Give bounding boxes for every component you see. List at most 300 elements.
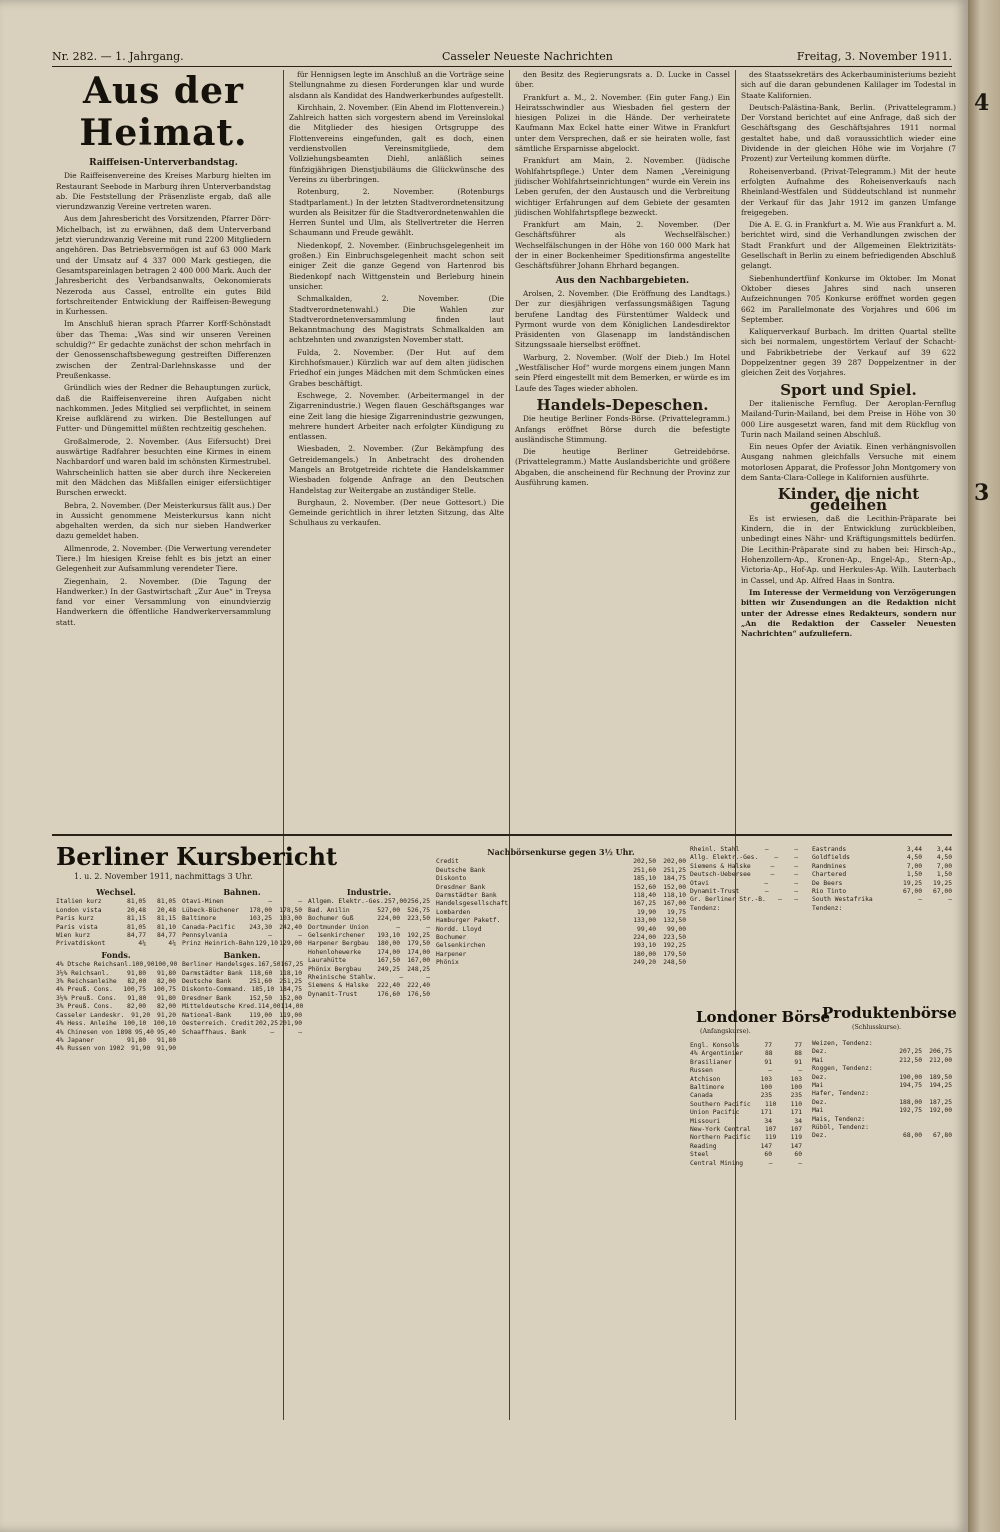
- table-produkten: [812, 1040, 952, 1410]
- table-row: [690, 871, 798, 879]
- row-value-1: —: [764, 888, 769, 896]
- row-label: Deutsche Bank: [182, 978, 232, 986]
- article-paragraph: Der italienische Fernflug. Der Aeroplan-Fernflug Mailand-Turin-Mailand, bei dem Preise in Höhe von 30 000 Lire ausgesetzt waren, fand mit dem Rückflug von Turin nach Mailand seinen Abschluß.: [741, 398, 956, 439]
- row-value-2: 129,00: [279, 940, 302, 948]
- row-value-2: 82,00: [157, 1003, 176, 1011]
- row-value-2: 235: [790, 1092, 802, 1100]
- table-row: [436, 909, 686, 917]
- row-label: Paris vista: [56, 923, 98, 931]
- row-value-2: 184,75: [279, 986, 302, 994]
- table-industrie: [308, 886, 430, 1406]
- row-value-1: 82,00: [127, 1003, 146, 1011]
- row-label: New-York Central: [690, 1126, 751, 1134]
- row-label: Dresdner Bank: [436, 883, 486, 891]
- table-row: [308, 949, 430, 957]
- row-value-1: 84,77: [127, 932, 146, 940]
- row-value-1: 167,50: [257, 961, 281, 969]
- notice-paragraph: Im Interesse der Vermeidung von Verzögerungen bitten wir Zusendungen an die Redaktion nicht unter der Adresse eines Redakteurs, sondern nur „An die Redaktion der Casseler Neuesten Nachrichten“ aufzuliefern.: [741, 587, 956, 639]
- article-paragraph: Gründlich wies der Redner die Behauptungen zurück, daß die Raiffeisenvereine ihren Aufgaben nicht nachkommen. Jedes Mitglied sei verpflichtet, in seinem Kreise aufklärend zu wirken. Die Bestellungen auf Futter- und Düngemittel müßten rechtzeitig geschehen.: [56, 383, 271, 434]
- row-value-1: 91,80: [127, 1036, 146, 1044]
- row-value-2: 81,10: [157, 923, 176, 931]
- row-value-1: 103,25: [249, 915, 272, 923]
- row-value-1: 180,00: [633, 950, 656, 958]
- table-heading: Bahnen.: [223, 887, 261, 897]
- row-value-1: 176,60: [377, 990, 400, 998]
- table-row: [182, 978, 302, 986]
- table-row: [56, 1003, 176, 1011]
- row-label: Tendenz:: [690, 904, 721, 912]
- table-row: [182, 1003, 302, 1011]
- table-row: [182, 898, 302, 906]
- row-label: 4% Chinesen von 1898: [56, 1028, 132, 1036]
- article-paragraph: Arolsen, 2. November. (Die Eröffnung des Landtags.) Der zur diesjährigen verfassungsmäßigen Tagung berufene Landtag des Fürstentümer Waldeck und Pyrmont wurde von dem Königlichen Landesdirektor Präsidenten von Glasenapp im landständischen Sitzungssaale hierselbst eröffnet.: [515, 288, 730, 350]
- table-row: [690, 863, 798, 871]
- row-value-2: 187,25: [929, 1098, 952, 1106]
- row-value-2: 100: [790, 1084, 802, 1092]
- page-header: [52, 48, 952, 67]
- row-value-1: 60: [764, 1151, 772, 1159]
- table-row: [690, 854, 798, 862]
- row-label: Dresdner Bank: [182, 994, 232, 1002]
- row-value-1: —: [770, 871, 775, 879]
- row-label: Goldfields: [812, 854, 850, 862]
- row-value-2: 91,80: [157, 994, 176, 1002]
- row-value-1: —: [268, 898, 272, 906]
- column-1: [56, 70, 271, 830]
- row-value-2: 192,25: [663, 942, 686, 950]
- table-row: [436, 926, 686, 934]
- row-value-1: —: [764, 846, 769, 853]
- article-heading: Raiffeisen-Unterverbandstag.: [89, 158, 238, 168]
- row-value-1: 7,00: [906, 862, 922, 870]
- row-label: Canada-Pacific: [182, 923, 236, 931]
- row-label: South Westafrika: [812, 896, 873, 904]
- row-label: Harpener Bergbau: [308, 940, 369, 948]
- row-value-1: —: [270, 1028, 275, 1036]
- table-row: [812, 1048, 952, 1056]
- newspaper-name: Casseler Neueste Nachrichten: [442, 50, 613, 63]
- row-label: Gelsenkirchener: [308, 932, 365, 940]
- row-label: Union Pacific: [690, 1109, 740, 1117]
- row-value-2: —: [798, 1067, 802, 1075]
- row-label: Dez.: [812, 1132, 828, 1140]
- row-label: Diskonto-Command.: [182, 986, 247, 994]
- row-value-2: —: [948, 896, 952, 904]
- article-paragraph: Frankfurt am Main, 2. November. (Jüdische Wohlfahrtspflege.) Unter dem Namen „Vereinigung jüdischer Wohlfahrtseinrichtungen“ wurde ein Verein ins Leben gerufen, der den Austausch und die Verbreitung wichtiger Erfahrungen auf dem Gebiete der gesamten jüdischen Wohlfahrtspflege bezweckt.: [515, 156, 730, 217]
- row-value-1: 91,90: [131, 1045, 151, 1053]
- row-value-2: 167,00: [407, 957, 430, 965]
- row-value-2: 526,75: [407, 906, 430, 914]
- table-row: [690, 1050, 802, 1058]
- table-row: [182, 1029, 302, 1037]
- article-paragraph: Burghaun, 2. November. (Der neue Gottesort.) Die Gemeinde gerichtlich in ihrer letzten Sitzung, das Alte Schulhaus zu verkaufen.: [289, 497, 504, 528]
- row-value-2: 189,50: [929, 1073, 952, 1081]
- london-subtitle: (Anfangskurse).: [700, 1028, 751, 1035]
- row-label: Laurahütte: [308, 957, 346, 965]
- row-label: Phönix Bergbau: [308, 965, 362, 973]
- article-paragraph: Die heutige Berliner Fonds-Börse. (Privattelegramm.) Anfangs eröffnet Börse durch die befestigte ausländische Stimmung.: [515, 414, 730, 444]
- row-label: Dez.: [812, 1048, 828, 1056]
- row-label: Handelsgesellschaft: [436, 900, 509, 908]
- row-value-2: 19,75: [667, 908, 686, 916]
- row-value-2: 251,25: [663, 866, 686, 874]
- row-value-2: 248,25: [407, 965, 430, 973]
- table-row: [56, 915, 176, 923]
- article-paragraph: Rotenburg, 2. November. (Rotenburgs Stadtparlament.) In der letzten Stadtverordnetensitzung wurden als Beisitzer für die Stadtverordnetenwahlen die Herren Suntel und Ulm, als Stellvertreter die Herren Schaumann und Freude gewählt.: [289, 187, 504, 238]
- row-label: Mais, Tendenz:: [812, 1115, 866, 1123]
- row-label: Otavi: [690, 879, 709, 887]
- table-row: [182, 924, 302, 932]
- table-row: [812, 1099, 952, 1107]
- table-row: [812, 1116, 952, 1124]
- row-value-1: 235: [760, 1092, 772, 1100]
- table-wechsel-fonds: [56, 886, 176, 1406]
- horizontal-rule: [52, 834, 952, 836]
- article-paragraph: Kaliquerverkauf Burbach. Im dritten Quartal stellte sich bei normalem, ungestörtem Verlauf der Schacht- und Fabrikbetriebe der Verkauf auf 39 622 Doppelzentner gegen 39 287 Doppelzentner in der gleichen Zeit des Vorjahres.: [741, 327, 956, 378]
- table-row: [308, 957, 430, 965]
- table-row: [690, 1143, 802, 1151]
- row-value-2: 223,50: [663, 934, 686, 942]
- table-heading: Nachbörsenkurse gegen 3½ Uhr.: [487, 847, 635, 857]
- row-value-2: [922, 1065, 952, 1073]
- row-value-1: 202,25: [255, 1020, 279, 1028]
- article-paragraph: Deutsch-Palästina-Bank, Berlin. (Privattelegramm.) Der Vorstand berichtet auf eine Anfrage, daß sich der Geschäftsgang des Geschäftsjahres 1911 normal gestaltet habe, und daß voraussichtlich wieder eine Dividende in der gleichen Höhe wie im Vorjahre (7 Prozent) zur Verteilung kommen dürfte.: [741, 102, 956, 164]
- table-row: [56, 995, 176, 1003]
- table-row: [436, 951, 686, 959]
- row-label: Schaaffhaus. Bank: [182, 1028, 247, 1036]
- row-value-2: 84,77: [157, 932, 176, 940]
- row-value-2: 7,00: [936, 862, 952, 870]
- article-paragraph: für Hennigsen legte im Anschluß an die Vorträge seine Stellungnahme zu diesen Forderungen klar und wurde alsdann als Kandidat des Handwerkerbundes aufgestellt.: [289, 70, 504, 100]
- row-label: Hamburger Paketf.: [436, 917, 501, 925]
- produkten-title: Produktenbörse: [822, 1004, 957, 1022]
- adjacent-page-edge: [968, 0, 1000, 1532]
- row-value-1: [892, 1040, 922, 1048]
- article-paragraph: Aus dem Jahresbericht des Vorsitzenden, Pfarrer Dörr-Michelbach, ist zu erwähnen, daß dem Unterverband jetzt vierundzwanzig Vereine mit rund 2200 Mitgliedern angehören. Das Betriebsvermögen ist auf 63 000 Mark und der Umsatz auf 4 337 000 Mark gestiegen, die Gesamtspareinlagen betragen 2 400 000 Mark. Auch der Jahresbericht des Verbandsanwalts, Oekonomierats Nezeroda aus Cassel, entrollte ein gutes Bild fortschreitender Entwicklung der Raiffeisen-Bewegung in Kurhessen.: [56, 214, 271, 317]
- article-paragraph: Ein neues Opfer der Aviatik. Einen verhängnisvollen Ausgang nahmen gleichfalls Versuche mit einem motorlosen Apparat, die Professor John Montgomery von dem Santa-Clara-College in Kalifornien ausführte.: [741, 442, 956, 482]
- row-label: Bochumer: [436, 934, 467, 942]
- article-paragraph: Schmalkalden, 2. November. (Die Stadtverordnetenwahl.) Die Wahlen zur Stadtverordnetenversammlung finden laut Bekanntmachung des Magistrats Schmalkalden am achtzehnten und zwanzigsten November statt.: [289, 294, 504, 345]
- row-value-1: [892, 1090, 922, 1098]
- row-value-2: 256,25: [407, 898, 430, 906]
- row-value-2: —: [298, 1028, 302, 1036]
- table-row: [56, 1045, 176, 1053]
- row-value-1: 147: [760, 1142, 772, 1150]
- row-value-2: 206,75: [929, 1048, 952, 1056]
- row-value-2: 4¼: [168, 940, 176, 948]
- row-value-1: 81,05: [127, 923, 146, 931]
- table-row: [56, 898, 176, 906]
- row-label: Harpener: [436, 950, 467, 958]
- row-label: Steel: [690, 1151, 709, 1159]
- row-label: Siemens & Halske: [308, 982, 369, 990]
- row-value-2: 81,15: [157, 915, 176, 923]
- row-value-1: 192,75: [899, 1107, 922, 1115]
- article-paragraph: Die heutige Berliner Getreidebörse. (Privattelegramm.) Matte Auslandsberichte und größere Abgaben, die anscheinend für Rechnung der Provinz zur Ausführung kamen.: [515, 447, 730, 487]
- table-row: [436, 942, 686, 950]
- table-row: [182, 940, 302, 948]
- row-label: Siemens & Halske: [690, 862, 751, 870]
- table-row: [436, 917, 686, 925]
- row-value-1: 100,90: [131, 961, 155, 969]
- row-label: Allg. Elektr.-Ges.: [690, 854, 759, 862]
- table-row: [690, 888, 798, 896]
- row-value-1: 68,00: [903, 1132, 922, 1140]
- table-heading: Fonds.: [101, 949, 131, 960]
- row-value-1: [738, 905, 768, 913]
- row-label: 4% Russen von 1902: [56, 1045, 125, 1053]
- row-value-1: 91: [764, 1058, 772, 1066]
- row-value-2: 147: [790, 1142, 802, 1150]
- row-value-1: —: [399, 974, 404, 982]
- row-label: Rio Tinto: [812, 888, 847, 896]
- row-label: Northern Pacific: [690, 1134, 751, 1142]
- table-row: [812, 1040, 952, 1048]
- column-4: [741, 70, 956, 830]
- row-value-2: 178,50: [279, 906, 302, 914]
- table-row: [56, 1037, 176, 1045]
- row-label: 3½% Preuß. Cons.: [56, 994, 117, 1002]
- row-value-2: 103,00: [279, 915, 302, 923]
- article-paragraph: Die A. E. G. in Frankfurt a. M. Wie aus Frankfurt a. M. berichtet wird, sind die Verhandlungen zwischen der Stadt Frankfurt und der Allgemeinen Elektrizitäts-Gesellschaft in Berlin zu einem befriedigenden Abschluß gelangt.: [741, 220, 956, 271]
- table-row: [436, 875, 686, 883]
- section-heading-nachbargebiete: Aus den Nachbargebieten.: [555, 275, 690, 286]
- row-value-1: 224,00: [633, 934, 656, 942]
- row-value-2: 201,90: [279, 1020, 302, 1028]
- row-value-1: 118,60: [249, 969, 273, 977]
- row-value-1: 114,00: [257, 1003, 281, 1011]
- row-value-1: 119: [764, 1134, 777, 1142]
- article-paragraph: Ziegenhain, 2. November. (Die Tagung der Handwerker.) In der Gastwirtschaft „Zur Aue“ in Treysa fand vor einer Versammlung von einundvierzig Handwerkern die öffentliche Handwerkerversammlung statt.: [56, 576, 271, 627]
- row-value-1: 251,60: [633, 866, 656, 874]
- table-row: [812, 1057, 952, 1065]
- row-value-1: [892, 1116, 922, 1124]
- row-label: Baltimore: [182, 915, 217, 923]
- produkten-subtitle: (Schlusskurse).: [852, 1024, 902, 1031]
- row-value-1: 19,90: [637, 908, 656, 916]
- row-label: Hafer, Tendenz:: [812, 1090, 869, 1098]
- table-row: [56, 970, 176, 978]
- table-row: [690, 1151, 802, 1159]
- table-bahnen-banken: [182, 886, 302, 1406]
- table-row: [690, 1109, 802, 1117]
- row-label: Darmstädter Bank: [436, 892, 497, 900]
- row-value-2: 118,10: [663, 892, 686, 900]
- issue-date: Freitag, 3. November 1911.: [796, 50, 952, 63]
- row-label: Dortmunder Union: [308, 923, 369, 931]
- row-label: Privatdiskont: [56, 940, 106, 948]
- row-value-1: 174,00: [377, 948, 400, 956]
- table-row: [308, 940, 430, 948]
- edge-glyph: 4: [974, 90, 990, 116]
- row-value-2: [922, 1040, 952, 1048]
- row-label: Bochumer Guß: [308, 915, 354, 923]
- row-value-2: 110: [790, 1100, 802, 1108]
- row-value-2: —: [794, 854, 798, 862]
- table-row: [308, 991, 430, 999]
- table-row: [812, 1124, 952, 1132]
- row-value-2: 34: [794, 1117, 802, 1125]
- row-value-2: 91,80: [157, 969, 176, 977]
- article-paragraph: Kirchhain, 2. November. (Ein Abend im Flottenverein.) Zahlreich hatten sich vorgestern abend im Vereinslokal die Mitglieder des hiesigen Ortsgruppe des Flottenvereins eingefunden, galt es doch, einen verdienstvollen Vereinsmitgliede, dem Vollziehungsbeamten Diehl, anläßlich seines fünfzigjährigen Dienstjubiläums die Glückwünsche des Vereins zu überbringen.: [289, 102, 504, 184]
- row-label: Mitteldeutsche Kred.: [182, 1003, 258, 1011]
- table-row: [690, 1059, 802, 1067]
- row-label: Paris kurz: [56, 915, 94, 923]
- row-value-1: 103: [760, 1075, 772, 1083]
- row-value-2: 202,00: [663, 858, 686, 866]
- row-value-1: 118,40: [633, 892, 656, 900]
- row-value-1: 34: [764, 1117, 772, 1125]
- table-row: [812, 888, 952, 896]
- table-heading: Industrie.: [346, 887, 392, 897]
- row-value-2: [922, 1116, 952, 1124]
- row-value-2: 91: [794, 1058, 802, 1066]
- row-value-1: 67,00: [903, 888, 922, 896]
- table-row: [436, 858, 686, 866]
- row-value-2: 167,00: [663, 900, 686, 908]
- row-value-2: 179,50: [663, 950, 686, 958]
- row-label: Hohenlohewerke: [308, 948, 362, 956]
- row-value-1: 20,48: [127, 906, 146, 914]
- london-title: Londoner Börse: [696, 1008, 831, 1026]
- row-label: Brasilianer: [690, 1058, 732, 1066]
- table-row: [56, 961, 176, 969]
- row-label: Credit: [436, 858, 459, 866]
- row-value-2: 4,50: [936, 854, 952, 862]
- row-label: 4% Hess. Anleihe: [56, 1020, 117, 1028]
- table-heading: Banken.: [223, 949, 261, 960]
- row-value-1: 91,80: [127, 994, 147, 1002]
- section-heading-sport: Sport und Spiel.: [780, 380, 917, 399]
- row-value-2: 192,25: [407, 932, 430, 940]
- advert-heading-kinder: Kinder, die nicht gedeihen: [777, 485, 920, 514]
- table-row: [690, 1134, 802, 1142]
- table-row: [56, 986, 176, 994]
- row-value-1: —: [396, 923, 400, 931]
- row-value-1: 100,75: [123, 986, 146, 994]
- table-row: [436, 884, 686, 892]
- row-value-2: 171: [790, 1109, 802, 1117]
- row-label: Canada: [690, 1092, 713, 1100]
- table-row: [182, 970, 302, 978]
- article-paragraph: Siebenhundertfünf Konkurse im Oktober. Im Monat Oktober dieses Jahres sind nach unseren Aufzeichnungen 705 Konkurse eröffnet worden gegen 662 im Parallelmonate des Vorjahres und 606 im September.: [741, 273, 956, 324]
- row-label: Dez.: [812, 1098, 828, 1106]
- row-value-2: 1,50: [936, 871, 952, 879]
- row-label: 3% Preuß. Cons.: [56, 1003, 113, 1011]
- row-value-1: 194,75: [899, 1082, 922, 1090]
- row-value-1: —: [770, 862, 775, 870]
- table-row: [812, 1082, 952, 1090]
- row-value-2: 3,44: [936, 846, 952, 853]
- row-value-2: [768, 905, 798, 913]
- row-value-1: 4,50: [906, 854, 922, 862]
- row-label: Rheinische Stahlw.: [308, 974, 377, 982]
- row-value-2: —: [798, 1159, 802, 1167]
- table-row: [690, 1126, 802, 1134]
- row-label: Prinz Heinrich-Bahn: [182, 940, 255, 948]
- article-paragraph: Niedenkopf, 2. November. (Einbruchsgelegenheit im großen.) Ein Einbruchsgelegenheit macht schon seit einiger Zeit die ganze Gegend von Hartenrod bis Biedenkopf nach Wittgenstein und Berleburg hinein unsicher.: [289, 240, 504, 291]
- row-value-1: 133,00: [633, 917, 656, 925]
- row-label: Rheinl. Stahl: [690, 846, 740, 853]
- row-value-1: —: [764, 879, 768, 887]
- row-value-1: 178,00: [249, 906, 272, 914]
- row-value-2: —: [794, 888, 798, 896]
- table-row: [436, 900, 686, 908]
- row-value-1: —: [768, 1159, 773, 1167]
- row-value-1: —: [268, 932, 272, 940]
- row-label: Lombarden: [436, 908, 471, 916]
- table-row: [812, 854, 952, 862]
- table-row: [812, 1107, 952, 1115]
- article-paragraph: Wiesbaden, 2. November. (Zur Bekämpfung des Getreidemangels.) In Anbetracht des drohenden Mangels an Brotgetreide richtete die Handelskammer Wiesbaden folgende Anfrage an den Deutschen Handelstag zur Weitergabe an zuständiger Stelle.: [289, 444, 504, 495]
- row-label: Bad. Anilin: [308, 906, 350, 914]
- table-row: [56, 978, 176, 986]
- article-paragraph: Frankfurt am Main, 2. November. (Der Geschäftsführer als Wechselfälscher.) Wechselfälschungen in der Höhe von 160 000 Mark hat der in einer Bockenheimer Speditionsfirma angestellte Geschäftsführer Johann Ehrhard begangen.: [515, 220, 730, 271]
- row-value-1: [892, 1124, 922, 1132]
- row-value-1: 249,25: [377, 965, 400, 973]
- column-3: [515, 70, 730, 830]
- row-value-2: 152,00: [279, 994, 302, 1002]
- table-row: [812, 1065, 952, 1073]
- table-row: [690, 1101, 802, 1109]
- row-label: Tendenz:: [812, 904, 843, 912]
- table-row: [812, 896, 952, 904]
- table-row: [690, 1160, 802, 1168]
- row-value-1: —: [778, 896, 782, 904]
- row-value-2: 67,00: [933, 888, 952, 896]
- table-row: [182, 907, 302, 915]
- row-value-1: 19,25: [903, 879, 922, 887]
- row-value-1: 171: [760, 1109, 772, 1117]
- article-paragraph: Allmenrode, 2. November. (Die Verwertung verendeter Tiere.) Im hiesigen Kreise fehlt es bis jetzt an einer Gelegenheit zur Aufsammlung verendeter Tiere.: [56, 543, 271, 574]
- row-value-2: 114,00: [280, 1003, 304, 1011]
- row-label: Casseler Landeskr.: [56, 1011, 125, 1019]
- article-paragraph: Im Anschluß hieran sprach Pfarrer Korff-Schönstadt über das Thema: „Was sind wir unseren Vereinen schuldig?“ Er gedachte zunächst der schon mehrfach in der Genossenschaftsbewegung gestreiften Differenzen zwischen der Zentral-Darlehnskasse und der Preußenkasse.: [56, 319, 271, 380]
- row-value-1: 95,40: [134, 1028, 154, 1036]
- article-paragraph: Eschwege, 2. November. (Arbeitermangel in der Zigarrenindustrie.) Wegen flauen Geschäftsganges war eine Zeit lang die hiesige Zigarrenindustrie gezwungen, mehrere hundert Arbeiter nach erfolgter Kündigung zu entlassen.: [289, 390, 504, 442]
- row-label: Southern Pacific: [690, 1100, 751, 1108]
- table-row: [308, 932, 430, 940]
- row-label: Russen: [690, 1067, 713, 1075]
- row-label: Diskonto: [436, 875, 467, 883]
- issue-number: Nr. 282. — 1. Jahrgang.: [52, 50, 184, 63]
- row-label: Phönix: [436, 959, 459, 967]
- row-value-2: 132,50: [663, 917, 686, 925]
- table-row: [436, 934, 686, 942]
- row-value-1: 77: [764, 1042, 772, 1049]
- row-value-2: —: [298, 898, 302, 906]
- table-row: [56, 1020, 176, 1028]
- row-value-2: —: [426, 923, 430, 931]
- row-label: De Beers: [812, 879, 843, 887]
- table-row: [690, 1092, 802, 1100]
- row-value-1: 81,05: [127, 898, 146, 906]
- row-value-2: —: [794, 879, 798, 887]
- row-value-2: 176,50: [407, 990, 430, 998]
- row-value-1: 91,80: [127, 969, 146, 977]
- row-value-1: [892, 905, 922, 913]
- row-value-1: 257,00: [384, 898, 407, 906]
- row-value-1: 4¼: [138, 940, 146, 948]
- row-value-1: —: [768, 1067, 772, 1075]
- article-paragraph: Die Raiffeisenvereine des Kreises Marburg hielten im Restaurant Seebode in Marburg ihren Unterverbandstag ab. Die Feststellung der Präsenzliste ergab, daß alle vierundzwanzig Vereine vertreten waren.: [56, 171, 271, 212]
- table-row: [690, 880, 798, 888]
- section-title-heimat: Aus der Heimat.: [79, 70, 248, 154]
- row-label: Chartered: [812, 871, 847, 879]
- row-value-2: 119: [790, 1134, 802, 1142]
- table-row: [690, 1084, 802, 1092]
- row-value-1: 185,10: [633, 875, 656, 883]
